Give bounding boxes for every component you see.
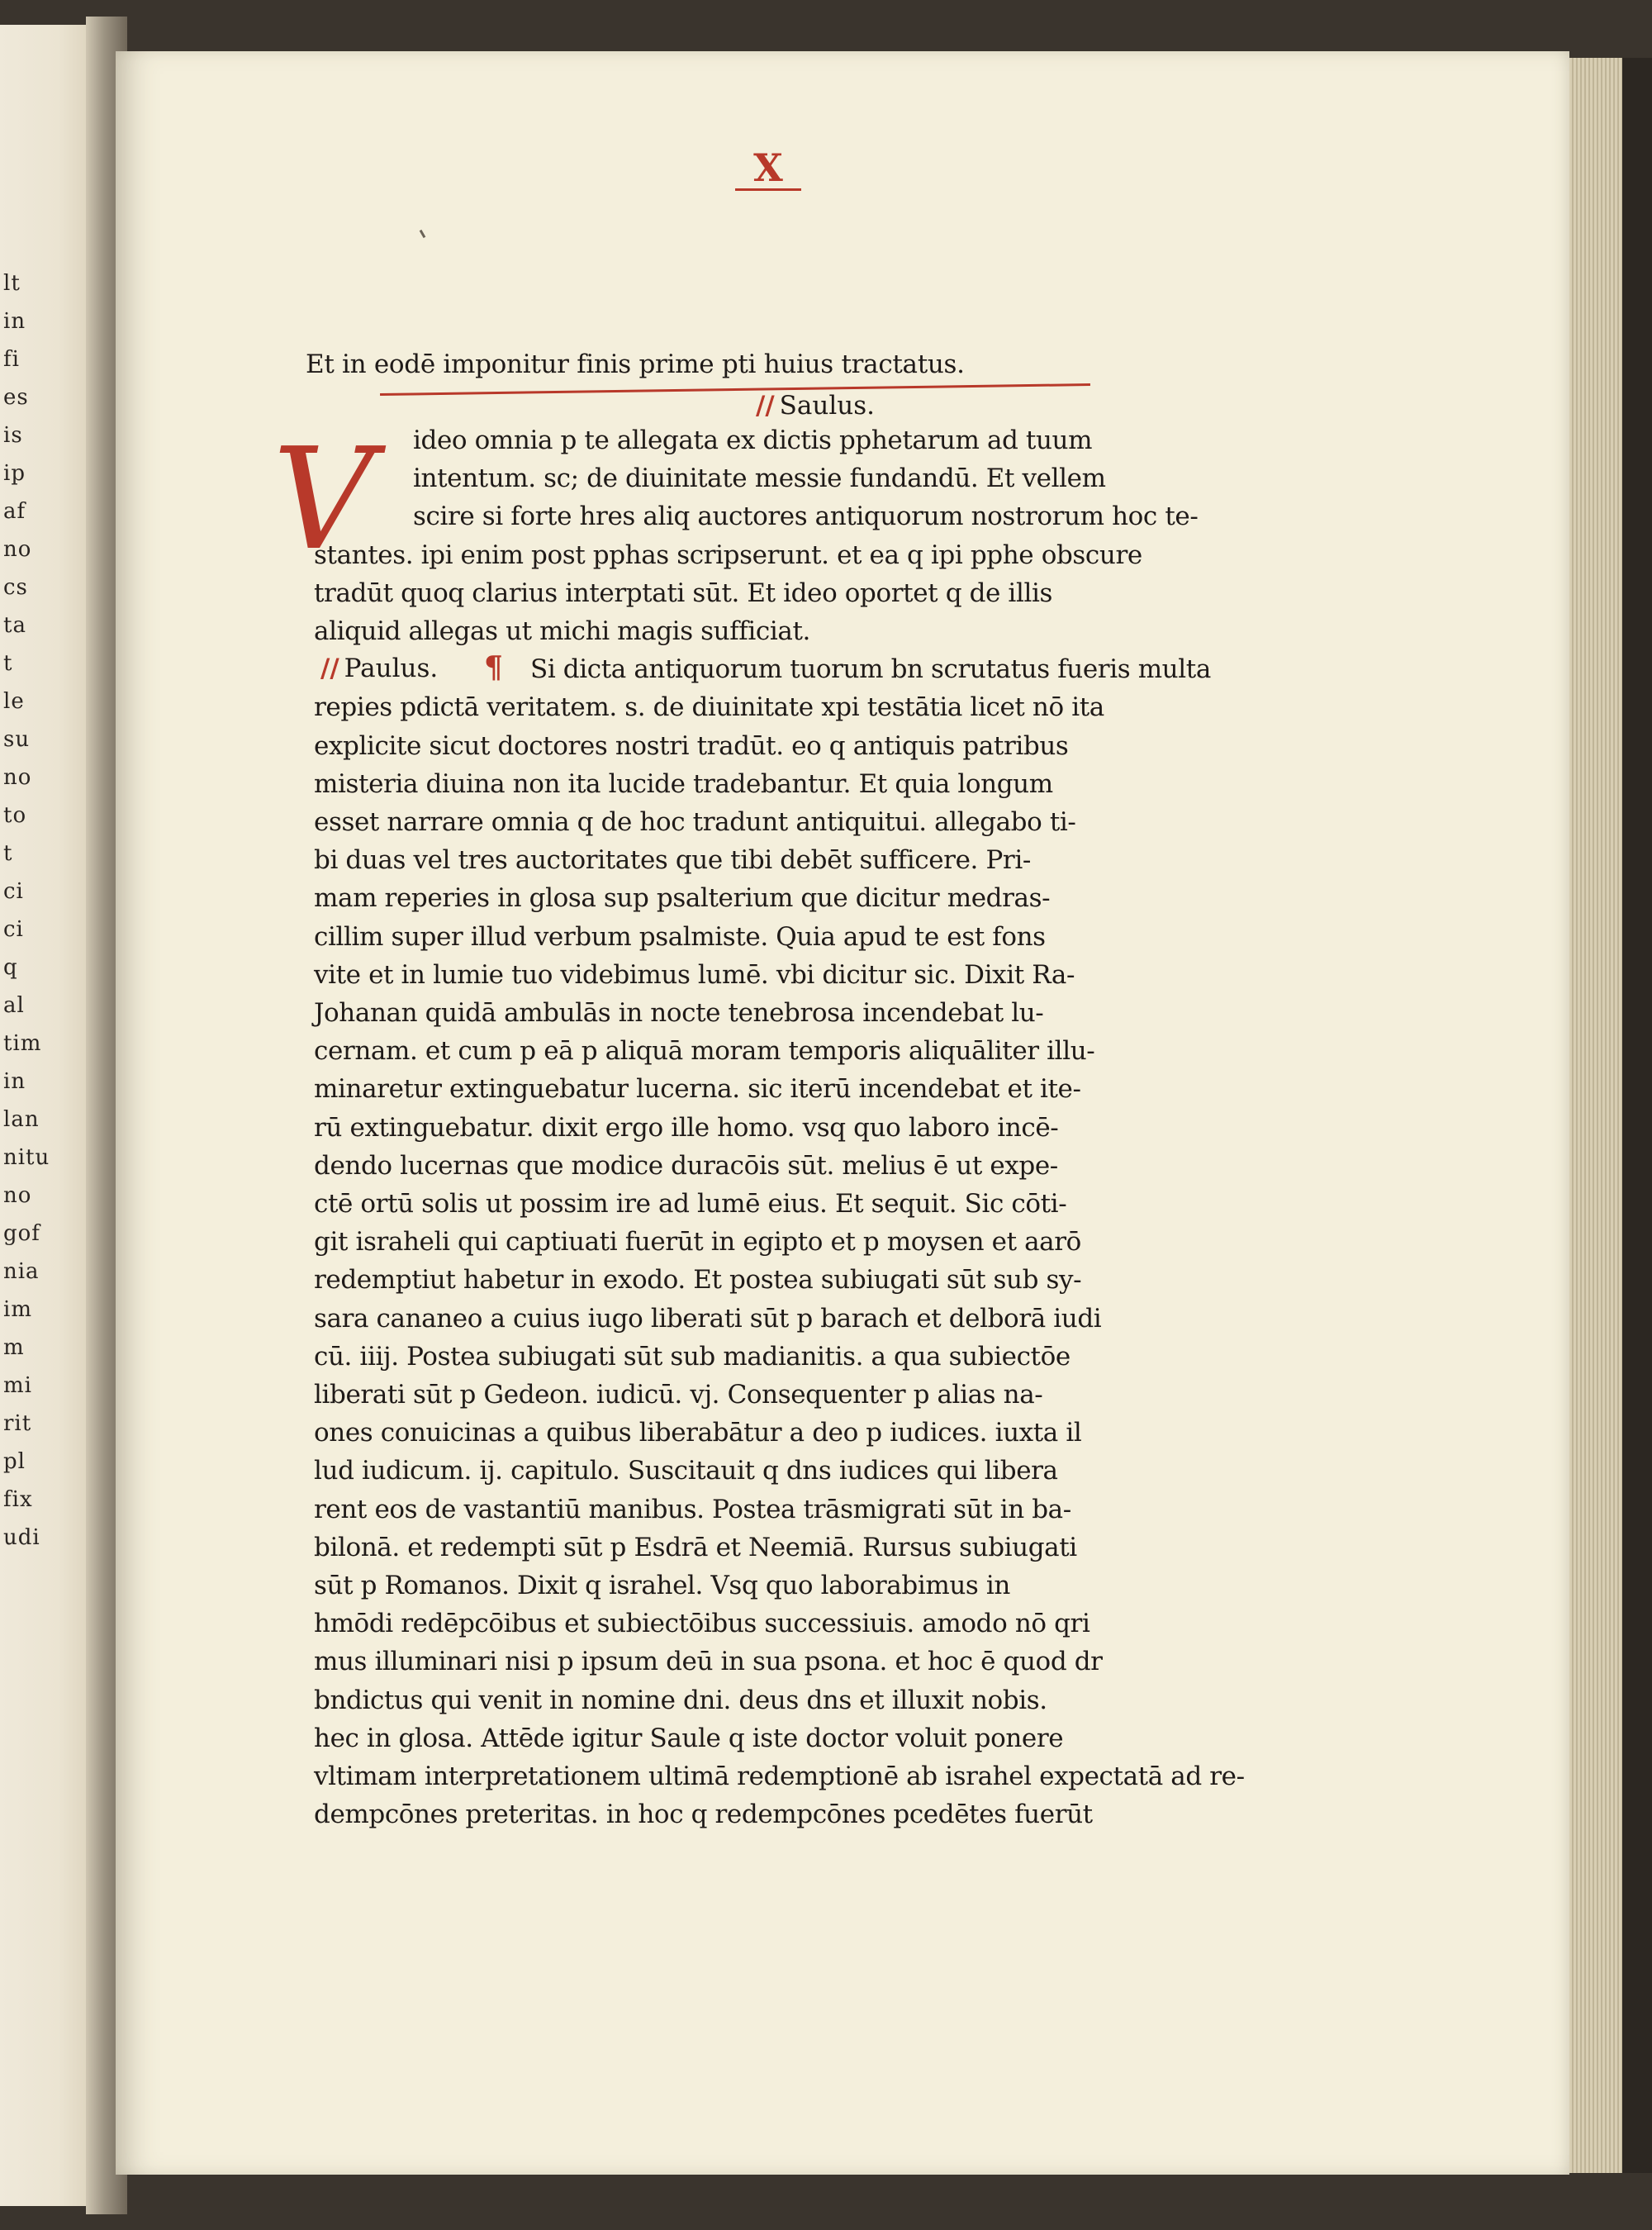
left-page-fragment: no	[3, 1183, 32, 1208]
text-line: scire si forte hres aliq auctores antiquorum nostrorum hoc te-	[413, 502, 1199, 532]
text-line: cū. iiij. Postea subiugati sūt sub madianitis. a qua subiectōe	[314, 1341, 1070, 1372]
text-line: bi duas vel tres auctoritates que tibi debēt sufficere. Pri-	[314, 845, 1031, 876]
left-page-fragment: gof	[3, 1221, 40, 1246]
text-line: vltimam interpretationem ultimā redemptionē ab israhel expectatā ad re-	[314, 1762, 1245, 1791]
text-line: rent eos de vastantiū manibus. Postea trāsmigrati sūt in ba-	[314, 1494, 1071, 1524]
text-line: ideo omnia p te allegata ex dictis pphetarum ad tuum	[413, 426, 1093, 455]
speaker-name: Paulus.	[344, 654, 439, 683]
left-page-fragment: al	[3, 993, 25, 1018]
quire-signature: X	[735, 147, 801, 191]
text-line: sūt p Romanos. Dixit q israhel. Vsq quo laborabimus in	[314, 1571, 1010, 1600]
left-page-fragment: pl	[3, 1449, 26, 1474]
paragraph-mark-icon: ¶	[484, 650, 503, 685]
text-line: mam reperies in glosa sup psalterium que dicitur medras-	[314, 883, 1051, 914]
text-line: liberati sūt p Gedeon. iudicū. vj. Consequenter p alias na-	[314, 1380, 1043, 1410]
text-line: tradūt quoq clarius interptati sūt. Et ideo oportet q de illis	[314, 578, 1052, 608]
left-page-fragment: no	[3, 537, 32, 562]
left-page-fragment: m	[3, 1335, 25, 1360]
text-line: hmōdi redēpcōibus et subiectōibus successiuis. amodo nō qri	[314, 1609, 1090, 1639]
text-line: lud iudicum. ij. capitulo. Suscitauit q dns iudices qui libera	[314, 1456, 1058, 1486]
text-line: dempcōnes preteritas. in hoc q redempcōnes pcedētes fuerūt	[314, 1800, 1093, 1830]
left-page-fragment: fix	[3, 1487, 33, 1512]
text-line: repies pdictā veritatem. s. de diuinitate xpi testātia licet nō ita	[314, 692, 1104, 723]
left-page-fragment: le	[3, 689, 25, 714]
text-line: sara cananeo a cuius iugo liberati sūt p barach et delborā iudi	[314, 1303, 1102, 1334]
text-line: Si dicta antiquorum tuorum bn scrutatus fueris multa	[530, 654, 1211, 685]
left-page-fragment: is	[3, 423, 23, 448]
left-page-fragment: im	[3, 1297, 32, 1322]
left-page-fragment: su	[3, 727, 31, 752]
left-page-fragment: fi	[3, 347, 20, 372]
left-page-fragment: cs	[3, 575, 28, 600]
left-page-fragment: udi	[3, 1525, 40, 1550]
text-line: esset narrare omnia q de hoc tradunt antiquitui. allegabo ti-	[314, 807, 1076, 837]
left-page-fragment: in	[3, 309, 26, 334]
left-page-fragment: lan	[3, 1107, 40, 1132]
text-line: intentum. sc; de diuinitate messie fundandū. Et vellem	[413, 464, 1106, 494]
rubric-mark: //	[756, 391, 775, 421]
text-line: explicite sicut doctores nostri tradūt. eo q antiquis patribus	[314, 730, 1069, 761]
text-line: git israheli qui captiuati fuerūt in egipto et p moysen et aarō	[314, 1227, 1081, 1258]
left-page-fragment: es	[3, 385, 29, 410]
text-line: cernam. et cum p eā p aliquā moram temporis aliquāliter illu-	[314, 1036, 1095, 1067]
text-line: rū extinguebatur. dixit ergo ille homo. vsq quo laboro incē-	[314, 1112, 1059, 1143]
left-page-fragment: lt	[3, 271, 21, 296]
text-line: ones conuicinas a quibus liberabātur a deo p iudices. iuxta il	[314, 1418, 1082, 1448]
text-line: mus illuminari nisi p ipsum deū in sua psona. et hoc ē quod dr	[314, 1647, 1103, 1677]
text-line: stantes. ipi enim post pphas scripserunt. et ea q ipi pphe obscure	[314, 540, 1142, 570]
fore-edge-shadow	[1622, 58, 1652, 2173]
text-line: misteria diuina non ita lucide tradebantur. Et quia longum	[314, 768, 1053, 799]
left-page-fragment: af	[3, 499, 26, 524]
left-page-fragment: tim	[3, 1031, 42, 1056]
left-page-fragment: no	[3, 765, 32, 790]
page-fore-edge	[1569, 58, 1622, 2173]
left-page-fragment: q	[3, 955, 18, 980]
text-line: vite et in lumie tuo videbimus lumē. vbi dicitur sic. Dixit Ra-	[314, 959, 1075, 990]
speaker-saulus	[756, 387, 875, 425]
left-page-fragment: nitu	[3, 1145, 50, 1170]
left-page-fragment: ip	[3, 461, 26, 486]
left-page-fragment: in	[3, 1069, 26, 1094]
speaker-paulus	[320, 649, 438, 687]
left-page-fragment: rit	[3, 1411, 32, 1436]
left-page-fragment: nia	[3, 1259, 40, 1284]
left-page-fragment: ci	[3, 879, 24, 904]
text-line: bilonā. et redempti sūt p Esdrā et Neemiā. Rursus subiugati	[314, 1532, 1077, 1562]
left-page-fragment: to	[3, 803, 27, 828]
text-line: hec in glosa. Attēde igitur Saule q iste doctor voluit ponere	[314, 1723, 1064, 1753]
decorated-initial: V	[273, 418, 374, 582]
left-page-fragment: t	[3, 841, 13, 866]
section-heading: Et in eodē imponitur finis prime pti huius tractatus.	[306, 349, 965, 379]
text-line: aliquid allegas ut michi magis sufficiat.	[314, 616, 810, 646]
left-page-fragment: ta	[3, 613, 26, 638]
text-line: minaretur extinguebatur lucerna. sic iterū incendebat et ite-	[314, 1074, 1081, 1105]
text-line: cillim super illud verbum psalmiste. Quia apud te est fons	[314, 921, 1046, 952]
text-line: ctē ortū solis ut possim ire ad lumē eius. Et sequit. Sic cōti-	[314, 1189, 1067, 1219]
left-page-fragment: mi	[3, 1373, 32, 1398]
text-line: redemptiut habetur in exodo. Et postea subiugati sūt sub sy-	[314, 1265, 1082, 1296]
left-page-fragment: ci	[3, 917, 24, 942]
speaker-name: Saulus.	[779, 391, 875, 421]
left-page-fragment: t	[3, 651, 13, 676]
text-line: Johanan quidā ambulās in nocte tenebrosa incendebat lu-	[314, 998, 1044, 1028]
text-line: bndictus qui venit in nomine dni. deus dns et illuxit nobis.	[314, 1685, 1047, 1715]
text-line: dendo lucernas que modice duracōis sūt. melius ē ut expe-	[314, 1150, 1058, 1181]
rubric-mark: //	[320, 654, 339, 683]
